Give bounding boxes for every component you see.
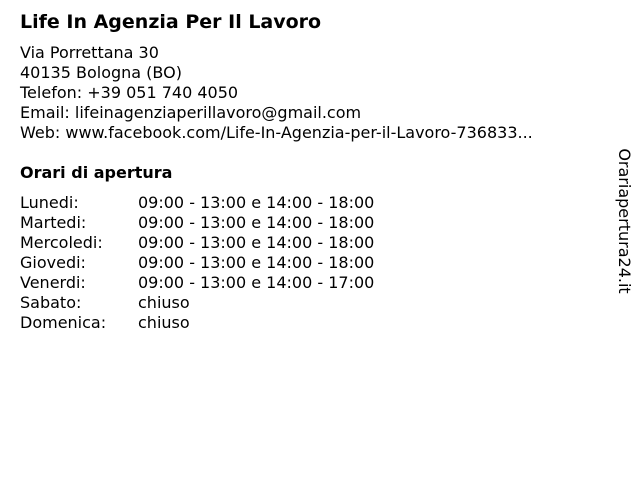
day-label: Mercoledi: bbox=[20, 233, 103, 252]
contact-block bbox=[20, 43, 533, 143]
day-label: Domenica: bbox=[20, 313, 107, 332]
site-watermark-text: Orariapertura24.it bbox=[615, 148, 634, 294]
address-street: Via Porrettana 30 bbox=[20, 43, 159, 62]
time-value: 09:00 - 13:00 e 14:00 - 18:00 bbox=[138, 253, 375, 272]
phone-text: Telefon: +39 051 740 4050 bbox=[20, 83, 239, 102]
day-label: Lunedi: bbox=[20, 193, 79, 212]
time-value: 09:00 - 13:00 e 14:00 - 18:00 bbox=[138, 193, 375, 212]
site-watermark bbox=[611, 135, 637, 307]
address-city: 40135 Bologna (BO) bbox=[20, 63, 182, 82]
day-label: Sabato: bbox=[20, 293, 82, 312]
time-value: 09:00 - 13:00 e 14:00 - 18:00 bbox=[138, 233, 375, 252]
time-value: 09:00 - 13:00 e 14:00 - 18:00 bbox=[138, 213, 375, 232]
time-value: chiuso bbox=[138, 293, 190, 312]
day-label: Giovedi: bbox=[20, 253, 86, 272]
opening-hours-heading: Orari di apertura bbox=[20, 163, 173, 182]
website-text: Web: www.facebook.com/Life-In-Agenzia-per-il-Lavoro-736833... bbox=[20, 123, 533, 142]
day-label: Martedi: bbox=[20, 213, 87, 232]
business-name: Life In Agenzia Per Il Lavoro bbox=[20, 11, 322, 33]
time-value: 09:00 - 13:00 e 14:00 - 17:00 bbox=[138, 273, 375, 292]
day-label: Venerdi: bbox=[20, 273, 86, 292]
email-text: Email: lifeinagenziaperillavoro@gmail.com bbox=[20, 103, 362, 122]
time-value: chiuso bbox=[138, 313, 190, 332]
